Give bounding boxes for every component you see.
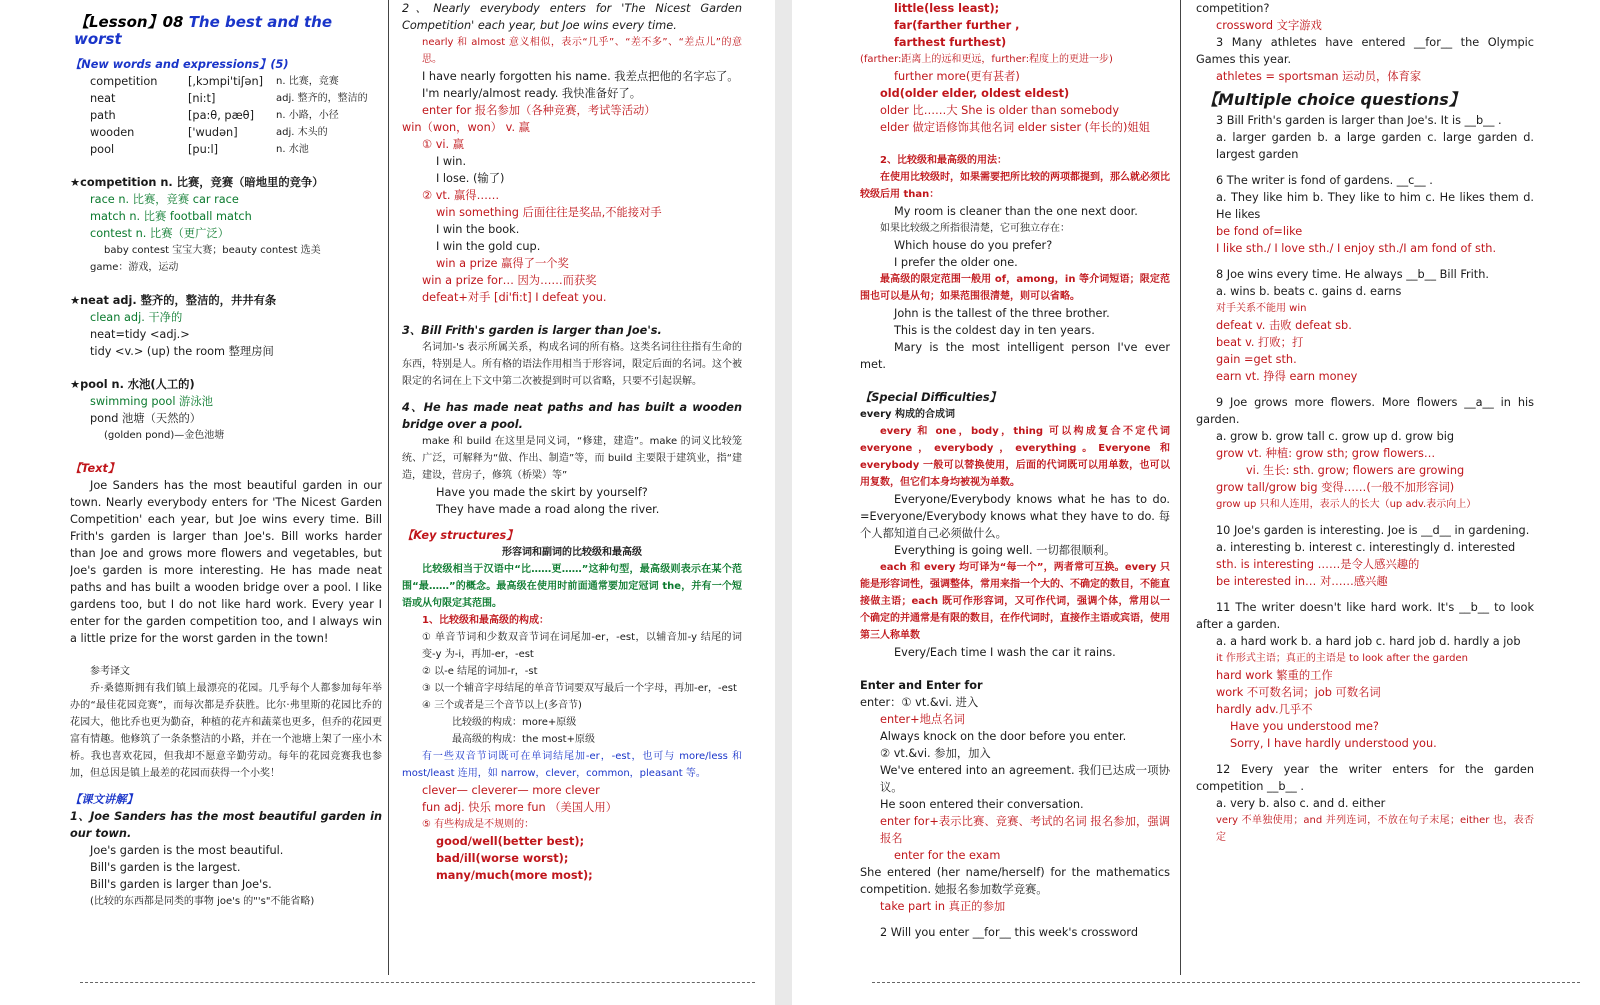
note-line: contest n. 比赛（更广泛） bbox=[90, 227, 229, 240]
page-footer-rule bbox=[872, 982, 1580, 983]
vocab-ipa: [,kɔmpi'tiʃən] bbox=[188, 75, 264, 88]
example-line: bad/ill(worse worst); bbox=[436, 852, 569, 865]
note-line: win a prize for… 因为……而获奖 bbox=[422, 274, 597, 287]
note-line: pond 池塘（天然的） bbox=[90, 412, 202, 425]
example-line: Always knock on the door before you enter. bbox=[880, 730, 1127, 743]
note-line: win something 后面往往是奖品,不能接对手 bbox=[436, 206, 662, 219]
example-line: Sorry, I have hardly understood you. bbox=[1230, 737, 1437, 750]
note-line: hardly adv.几乎不 bbox=[1216, 703, 1313, 716]
section-subheading: every 构成的合成词 bbox=[860, 409, 956, 420]
note-line: (farther:距离上的远和更远，further:程度上的更进一步) bbox=[860, 54, 1113, 65]
note-paragraph: every 和 one，body，thing 可以构成复合不定代词 everyone，everybody，everything。Everyone 和 everybody 一般可以替换使用，后面的代词既可以用单数，也可以用复数，但它们本身均被视为单数。 bbox=[860, 426, 1170, 488]
question-options: a. wins b. beats c. gains d. earns bbox=[1216, 285, 1402, 298]
lecture-item: 3、Bill Frith's garden is larger than Joe's. bbox=[402, 324, 662, 337]
note-line: baby contest 宝宝大赛；beauty contest 选美 bbox=[104, 245, 321, 256]
vocab-meaning: adj. 木头的 bbox=[276, 127, 328, 138]
section-subheading: Enter and Enter for bbox=[860, 679, 983, 692]
example-line: Bill's garden is the largest. bbox=[90, 861, 241, 874]
note-line: match n. 比赛 football match bbox=[90, 210, 252, 223]
special-difficulties-heading: 【Special Difficulties】 bbox=[860, 391, 1001, 404]
question-options: a. larger garden b. a large garden c. large garden d. largest garden bbox=[1216, 131, 1534, 161]
question-options: a. interesting b. interest c. interestingly d. interested bbox=[1216, 541, 1516, 554]
note-line: beat v. 打败；打 bbox=[1216, 336, 1304, 349]
page2-column-right bbox=[1196, 0, 1534, 975]
example-line: farthest furthest) bbox=[894, 36, 1007, 49]
note-line: be interested in… 对……感兴趣 bbox=[1216, 575, 1388, 588]
question-options: a. grow b. grow tall c. grow up d. grow big bbox=[1216, 430, 1455, 443]
competition-heading: ★competition n. 比赛，竞赛（暗地里的竞争） bbox=[70, 176, 324, 189]
example-line: Have you understood me? bbox=[1230, 720, 1379, 733]
example-line: far(farther further , bbox=[894, 19, 1020, 32]
example-line: Bill's garden is larger than Joe's. bbox=[90, 878, 272, 891]
text-paragraph: Joe Sanders has the most beautiful garden in our town. Nearly everybody enters for 'The Nicest Garden Competition' each year, but Joe wins every time. Bill Frith's garden is larger than Joe's. Bill works harder than Joe and grows more flowers and vegetables, but Joe's garden is more interesting. He has made neat paths and has built a wooden bridge over a pool. I like gardens too, but I do not like hard work. Every year I enter for the garden competition too, and I always win a little prize for the worst garden in the town! bbox=[70, 479, 382, 645]
page1-column-right bbox=[402, 0, 742, 975]
example-line: clever— cleverer— more clever bbox=[422, 784, 600, 797]
translation-paragraph: 乔·桑德斯拥有我们镇上最漂亮的花园。几乎每个人都参加每年举办的“最佳花园竞赛”，而每次都是乔获胜。比尔·弗里斯的花园比乔的花园大，他比乔也更为勤奋，种植的花卉和蔬菜也更多，但乔的花园更富有情趣。他修筑了一条条整洁的小路，并在一个池塘上架了一座小木桥。我也喜欢花园，但我却不愿意辛勤劳动。每年的花园竞赛我也参加，但总因是镇上最差的花园而获得一个小奖！ bbox=[70, 683, 382, 779]
note-line: very 不单独使用；and 并列连词，不放在句子末尾；either 也，表否定 bbox=[1216, 815, 1534, 843]
note-line: swimming pool 游泳池 bbox=[90, 395, 213, 408]
neat-heading: ★neat adj. 整齐的，整洁的，井井有条 bbox=[70, 294, 277, 307]
page2-column-left bbox=[860, 0, 1170, 975]
note-line: hard work 繁重的工作 bbox=[1216, 669, 1333, 682]
question-options: a. They like him b. They like to him c. He likes them d. He likes bbox=[1216, 191, 1534, 221]
example-line: Joe's garden is the most beautiful. bbox=[90, 844, 284, 857]
example-line: He soon entered their conversation. bbox=[880, 798, 1084, 811]
example-line: They have made a road along the river. bbox=[436, 503, 660, 516]
lecture-heading: 【课文讲解】 bbox=[70, 793, 138, 806]
vocab-word: competition bbox=[90, 75, 158, 88]
example-line: I win the gold cup. bbox=[436, 240, 541, 253]
note-line: ③ 以一个辅音字母结尾的单音节词要双写最后一个字母，再加-er，-est bbox=[422, 683, 737, 694]
note-line: athletes = sportsman 运动员，体育家 bbox=[1216, 70, 1422, 83]
note-line: crossword 文字游戏 bbox=[1216, 19, 1322, 32]
vocab-row bbox=[70, 90, 382, 107]
note-line: grow up 只和人连用，表示人的长大（up adv.表示向上） bbox=[1216, 499, 1477, 510]
note-line: 如果比较级之所指很清楚，它可独立存在： bbox=[880, 223, 1070, 234]
example-line: Mary is the most intelligent person I've ever met. bbox=[860, 341, 1170, 371]
example-line: She entered (her name/herself) for the mathematics competition. 她报名参加数学竞赛。 bbox=[860, 866, 1170, 896]
example-line: I'm nearly/almost ready. 我快准备好了。 bbox=[422, 87, 641, 100]
exercise-item: competition? bbox=[1196, 2, 1270, 15]
example-line: Everyone/Everybody knows what he has to do. =Everyone/Everybody knows what they have to do. 每个人都知道自己必须做什么。 bbox=[860, 493, 1170, 540]
vocab-ipa: [ni:t] bbox=[188, 92, 216, 105]
vocab-row bbox=[70, 124, 382, 141]
key-structures-heading: 【Key structures】 bbox=[402, 529, 518, 542]
example-line: I have nearly forgotten his name. 我差点把他的名字忘了。 bbox=[422, 70, 739, 83]
lecture-item: 1、Joe Sanders has the most beautiful garden in our town. bbox=[70, 810, 382, 840]
example-line: Have you made the skirt by yourself? bbox=[436, 486, 648, 499]
vocab-ipa: [pu:l] bbox=[188, 143, 219, 156]
vocab-meaning: n. 比赛，竞赛 bbox=[276, 76, 339, 87]
example-line: Everything is going well. 一切都很顺利。 bbox=[894, 544, 1116, 557]
lesson-title bbox=[74, 14, 382, 48]
note-line: 2、比较级和最高级的用法： bbox=[880, 155, 1007, 166]
lesson-number: 【Lesson】08 bbox=[74, 13, 184, 31]
example-line: good/well(better best); bbox=[436, 835, 585, 848]
vocab-ipa: [pa:θ, pæθ] bbox=[188, 109, 254, 122]
note-line: ② vt. 赢得…… bbox=[422, 189, 500, 202]
exercise-item: 2 Will you enter __for__ this week's crossword bbox=[880, 926, 1139, 939]
vocab-word: wooden bbox=[90, 126, 135, 139]
note-line: take part in 真正的参加 bbox=[880, 900, 1006, 913]
vocab-meaning: adj. 整齐的，整洁的 bbox=[276, 93, 368, 104]
note-line: ① vi. 赢 bbox=[422, 138, 465, 151]
note-line: win a prize 赢得了一个奖 bbox=[436, 257, 569, 270]
note-paragraph: 比较级相当于汉语中“比……更……”这种句型，最高级则表示在某个范围“最……”的概念。最高级在使用时前面通常要加定冠词 the，并有一个短语或从句限定其范围。 bbox=[402, 564, 742, 609]
note-line: earn vt. 挣得 earn money bbox=[1216, 370, 1358, 383]
question: 12 Every year the writer enters for the garden competition __b__ . bbox=[1196, 763, 1534, 793]
note-line: neat=tidy <adj.> bbox=[90, 328, 190, 341]
document-page-2 bbox=[792, 0, 1600, 1005]
note-line: ② 以-e 结尾的词加-r，-st bbox=[422, 666, 538, 677]
multiple-choice-heading: 【Multiple choice questions】 bbox=[1202, 90, 1465, 109]
note-line: gain =get sth. bbox=[1216, 353, 1297, 366]
note-line: grow vt. 种植: grow sth; grow flowers… bbox=[1216, 447, 1436, 460]
example-line: This is the coldest day in ten years. bbox=[894, 324, 1095, 337]
note-paragraph: 最高级的限定范围一般用 of，among，in 等介词短语；限定范围也可以是从句；如果范围很清楚，则可以省略。 bbox=[860, 274, 1170, 302]
example-line: I win the book. bbox=[436, 223, 520, 236]
note-paragraph: 名词加-'s 表示所属关系，构成名词的所有格。这类名词往往指有生命的东西，特别是人。所有格的语法作用相当于形容词，限定后面的名词。这个被限定的名词在上下文中第二次被提到时可以省略，只要不引起误解。 bbox=[402, 342, 742, 387]
example-line: I lose. (输了) bbox=[436, 172, 505, 185]
note-line: enter for 报名参加（各种竞赛，考试等活动） bbox=[422, 104, 656, 117]
note-line: it 作形式主语；真正的主语是 to look after the garden bbox=[1216, 653, 1468, 664]
question: 10 Joe's garden is interesting. Joe is __d__ in gardening. bbox=[1216, 524, 1530, 537]
vocab-meaning: n. 小路，小径 bbox=[276, 110, 339, 121]
vocab-row bbox=[70, 107, 382, 124]
question: 6 The writer is fond of gardens. __c__ . bbox=[1216, 174, 1433, 187]
note-paragraph: each 和 every 均可译为“每一个”，两者常可互换。every 只能是形容词性，强调整体，常用来指一个大的、不确定的数目，不能直接做主语；each 既可作形容词，又可作代词，强调个体，常用以一个确定的并通常是有限的数目，在作代词时，直接作主语或宾语，使用第三人称单数 bbox=[860, 562, 1170, 641]
document-page-1 bbox=[0, 0, 775, 1005]
section-subheading: 形容词和副词的比较级和最高级 bbox=[502, 547, 642, 558]
lesson-name: The best and the worst bbox=[74, 13, 333, 48]
example-line: I prefer the older one. bbox=[894, 256, 1018, 269]
note-line: game：游戏，运动 bbox=[90, 262, 179, 273]
note-line: 最高级的构成：the most+原级 bbox=[452, 734, 595, 745]
example-line: My room is cleaner than the one next door. bbox=[894, 205, 1138, 218]
question-options: a. very b. also c. and d. either bbox=[1216, 797, 1386, 810]
vocab-meaning: n. 水池 bbox=[276, 144, 309, 155]
question: 3 Bill Frith's garden is larger than Joe's. It is __b__ . bbox=[1216, 114, 1502, 127]
note-line: ④ 三个或者是三个音节以上(多音节) bbox=[422, 700, 582, 711]
note-line: nearly 和 almost 意义相似，表示“几乎”、“差不多”、“差点儿”的意思。 bbox=[422, 37, 742, 65]
vocab-row bbox=[70, 141, 382, 158]
vocab-word: pool bbox=[90, 143, 115, 156]
page-footer-rule bbox=[80, 982, 755, 983]
column-divider bbox=[388, 0, 389, 975]
note-line: defeat v. 击败 defeat sb. bbox=[1216, 319, 1352, 332]
note-line: race n. 比赛，竞赛 car race bbox=[90, 193, 239, 206]
note-paragraph: make 和 build 在这里是同义词，“修建，建造”。make 的词义比较笼统、广泛，可解释为“做、作出、制造”等，而 build 主要限于建筑业，指“建造，建设，营房子，修筑（桥梁）等” bbox=[402, 436, 742, 481]
note-line: (golden pond)—金色池塘 bbox=[104, 430, 225, 441]
new-words-heading: 【New words and expressions】(5) bbox=[70, 58, 289, 71]
example-line: old(older elder, oldest eldest) bbox=[880, 87, 1070, 100]
question-options: a. a hard work b. a hard job c. hard job d. hardly a job bbox=[1216, 635, 1521, 648]
lecture-item: 2、Nearly everybody enters for 'The Nicest Garden Competition' each year, but Joe wins every time. bbox=[402, 2, 742, 32]
pool-heading: ★pool n. 水池(人工的) bbox=[70, 378, 195, 391]
note-line: win（won，won） v. 赢 bbox=[402, 121, 530, 134]
translation-heading: 参考译文 bbox=[90, 666, 130, 677]
text-heading: 【Text】 bbox=[70, 462, 120, 475]
note-line: enter for+表示比赛、竞赛、考试的名词 报名参加，强调报名 bbox=[880, 815, 1170, 845]
note-line: ① 单音节词和少数双音节词在词尾加-er，-est，以辅音加-y 结尾的词变-y 为-i，再加-er，-est bbox=[422, 632, 742, 660]
note-line: ② vt.&vi. 参加，加入 bbox=[880, 747, 991, 760]
example-line: Which house do you prefer? bbox=[894, 239, 1053, 252]
page1-column-left bbox=[70, 0, 382, 975]
note-line: defeat+对手 [di'fi:t] I defeat you. bbox=[422, 291, 607, 304]
vocab-word: path bbox=[90, 109, 116, 122]
example-line: little(less least); bbox=[894, 2, 1000, 15]
question: 11 The writer doesn't like hard work. It's __b__ to look after a garden. bbox=[1196, 601, 1534, 631]
note-line: I like sth./ I love sth./ I enjoy sth./I am fond of sth. bbox=[1216, 242, 1497, 255]
example-line: further more(更有甚者) bbox=[894, 70, 1020, 83]
vocab-word: neat bbox=[90, 92, 116, 105]
note-line: 比较级的构成：more+原级 bbox=[452, 717, 577, 728]
question: 9 Joe grows more flowers. More flowers __a__ in his garden. bbox=[1196, 396, 1534, 426]
note-paragraph: 在使用比较级时，如果需要把所比较的两项都提到，那么就必须比较级后用 than： bbox=[860, 172, 1170, 200]
example-line: many/much(more most); bbox=[436, 869, 593, 882]
note-line: grow tall/grow big 变得……(一般不加形容词) bbox=[1216, 481, 1455, 494]
note-line: 1、比较级和最高级的构成： bbox=[422, 615, 549, 626]
vocab-row bbox=[70, 73, 382, 90]
exercise-item: 3 Many athletes have entered __for__ the Olympic Games this year. bbox=[1196, 36, 1534, 66]
note-line: enter+地点名词 bbox=[880, 713, 965, 726]
example-line: enter for the exam bbox=[894, 849, 1001, 862]
note-line: vi. 生长: sth. grow; flowers are growing bbox=[1246, 464, 1465, 477]
example-line: elder 做定语修饰其他名词 elder sister (年长的)姐姐 bbox=[880, 121, 1150, 134]
example-line: I win. bbox=[436, 155, 467, 168]
example-line: older 比……大 She is older than somebody bbox=[880, 104, 1120, 117]
note-line: sth. is interesting ……是令人感兴趣的 bbox=[1216, 558, 1420, 571]
note-line: ⑤ 有些构成是不规则的： bbox=[422, 819, 535, 830]
vocab-ipa: ['wudən] bbox=[188, 126, 238, 139]
note-line: tidy <v.> (up) the room 整理房间 bbox=[90, 345, 274, 358]
note-paragraph: 有一些双音节词既可在单词结尾加-er，-est，也可与 more/less 和 most/least 连用，如 narrow，clever，common，pleasant 等。 bbox=[402, 751, 742, 779]
note-line: 对手关系不能用 win bbox=[1216, 303, 1307, 314]
example-line: Every/Each time I wash the car it rains. bbox=[894, 646, 1116, 659]
note-line: (比较的东西都是同类的事物 joe's 的"'s"不能省略) bbox=[90, 896, 315, 907]
example-line: We've entered into an agreement. 我们已达成一项协议。 bbox=[880, 764, 1170, 794]
note-line: work 不可数名词；job 可数名词 bbox=[1216, 686, 1381, 699]
note-line: clean adj. 干净的 bbox=[90, 311, 183, 324]
column-divider bbox=[1180, 0, 1181, 975]
example-line: John is the tallest of the three brother. bbox=[894, 307, 1110, 320]
lecture-item: 4、He has made neat paths and has built a wooden bridge over a pool. bbox=[402, 401, 742, 431]
question: 8 Joe wins every time. He always __b__ Bill Frith. bbox=[1216, 268, 1489, 281]
note-line: enter：① vt.&vi. 进入 bbox=[860, 696, 979, 709]
note-line: be fond of=like bbox=[1216, 225, 1303, 238]
example-line: fun adj. 快乐 more fun （美国人用） bbox=[422, 801, 618, 814]
